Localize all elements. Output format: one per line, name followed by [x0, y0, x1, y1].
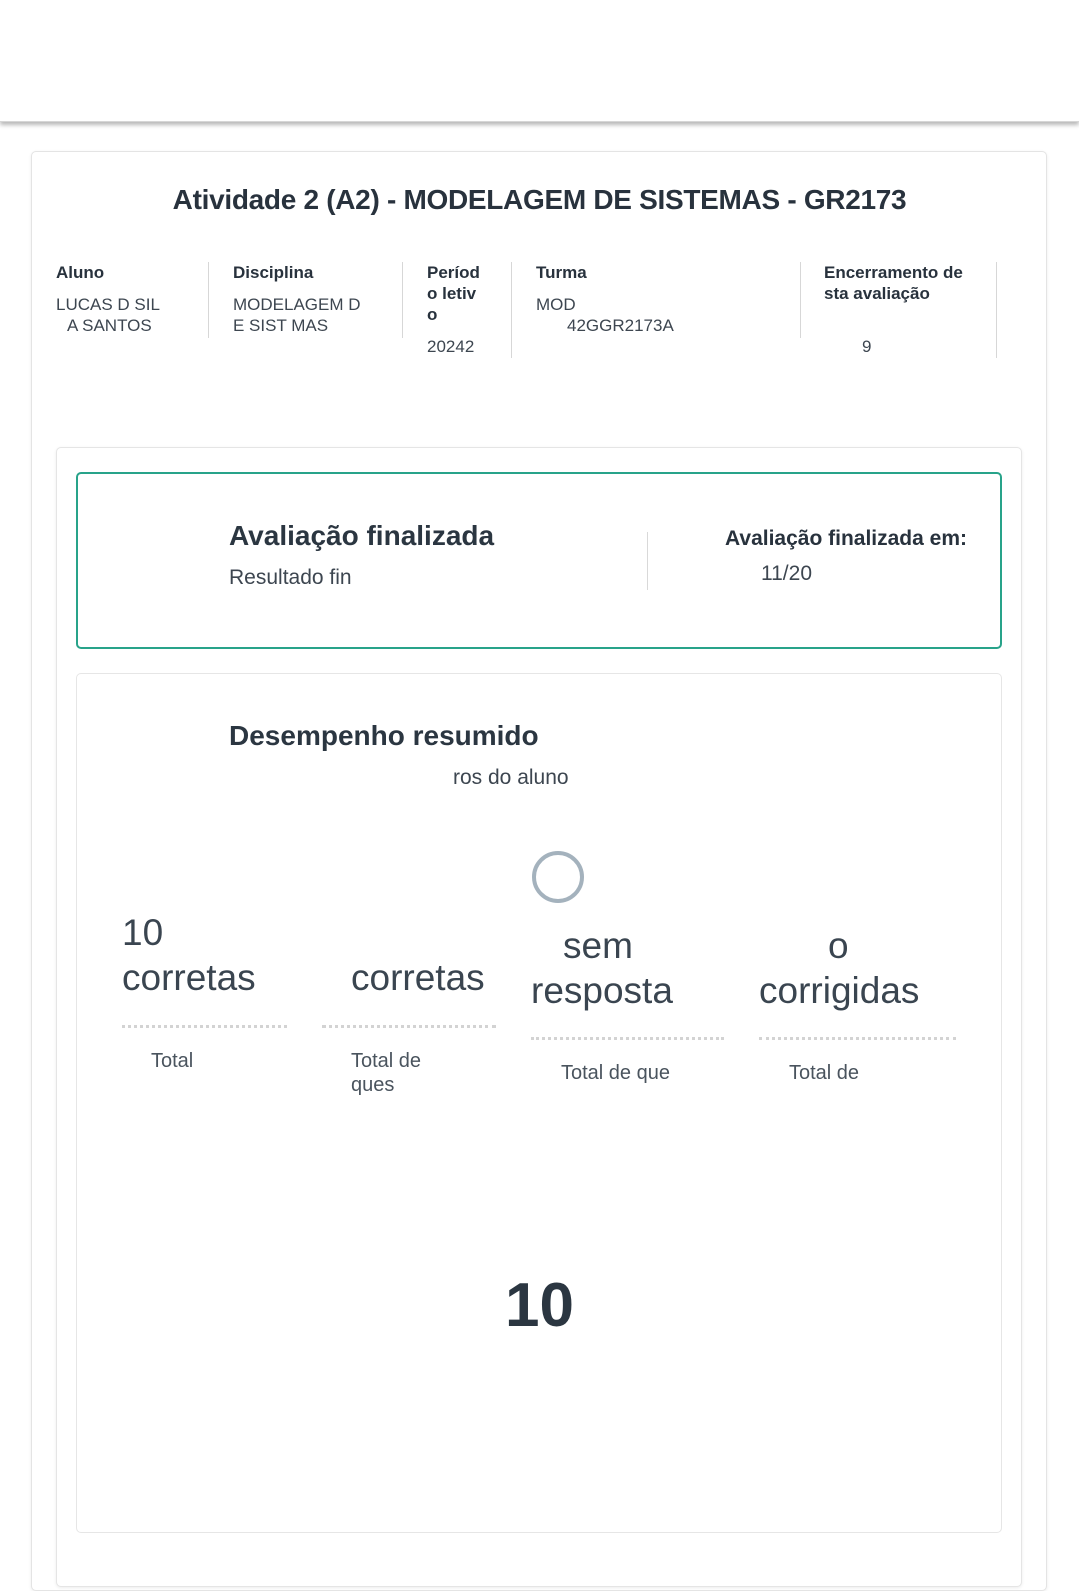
circle-icon	[532, 851, 584, 903]
periodo-label-line1: Períod	[427, 263, 480, 282]
info-encerramento	[824, 262, 963, 357]
finished-date: 11/20	[761, 562, 812, 585]
periodo-label-line2: o letiv	[427, 284, 477, 303]
info-turma	[536, 262, 674, 336]
stat-unanswered-label: resposta	[531, 970, 673, 1011]
disciplina-value-line1: MODELAGEM D	[233, 295, 361, 314]
info-aluno	[56, 262, 160, 336]
turma-label: Turma	[536, 263, 587, 282]
stat-divider	[122, 1025, 287, 1028]
info-divider	[511, 262, 512, 358]
status-box	[76, 472, 1002, 649]
periodo-value: 20242	[427, 337, 475, 356]
encerramento-value: 9	[862, 337, 872, 356]
status-divider	[647, 532, 648, 590]
encerramento-label-line1: Encerramento de	[824, 263, 963, 282]
stat-incorrect-caption-line2: ques	[351, 1074, 395, 1096]
summary-title: Desempenho resumido	[229, 720, 539, 751]
info-divider	[996, 262, 997, 358]
stat-correct-caption: Total	[151, 1050, 194, 1072]
info-periodo	[427, 262, 480, 357]
summary-box	[76, 673, 1002, 1533]
page-title: Atividade 2 (A2) - MODELAGEM DE SISTEMAS - GR2173	[172, 184, 907, 215]
stat-correct-value: 10	[122, 912, 164, 953]
stat-uncorrected-line1: o	[828, 925, 849, 966]
stat-divider	[322, 1025, 496, 1028]
stat-incorrect-caption-line1: Total de	[351, 1050, 422, 1072]
stat-divider	[531, 1037, 724, 1040]
periodo-label-line3: o	[427, 305, 438, 324]
disciplina-label: Disciplina	[233, 263, 314, 282]
stat-divider	[759, 1037, 956, 1040]
stat-uncorrected-label: corrigidas	[759, 970, 920, 1011]
encerramento-label-line2: sta avaliação	[824, 284, 930, 303]
info-divider	[800, 262, 801, 338]
info-divider	[402, 262, 403, 338]
stat-incorrect-label: corretas	[351, 957, 485, 998]
info-disciplina	[233, 262, 361, 336]
status-title: Avaliação finalizada	[229, 520, 495, 551]
finished-label: Avaliação finalizada em:	[725, 527, 967, 550]
status-subtitle: Resultado fin	[229, 566, 352, 589]
stat-unanswered-caption: Total de que	[561, 1062, 670, 1084]
top-bar	[0, 0, 1079, 122]
turma-value-line1: MOD	[536, 295, 576, 314]
summary-subtitle: ros do aluno	[453, 766, 569, 789]
stat-uncorrected-caption: Total de	[789, 1062, 860, 1084]
aluno-value-line2: A SANTOS	[67, 316, 152, 335]
aluno-value-line1: LUCAS D SIL	[56, 295, 160, 314]
stat-correct-label: corretas	[122, 957, 256, 998]
disciplina-value-line2: E SIST MAS	[233, 316, 329, 335]
score-value: 10	[505, 1271, 574, 1340]
stat-unanswered-line1: sem	[563, 925, 633, 966]
info-divider	[208, 262, 209, 338]
turma-value-line2: 42GGR2173A	[567, 316, 674, 335]
aluno-label: Aluno	[56, 263, 105, 282]
